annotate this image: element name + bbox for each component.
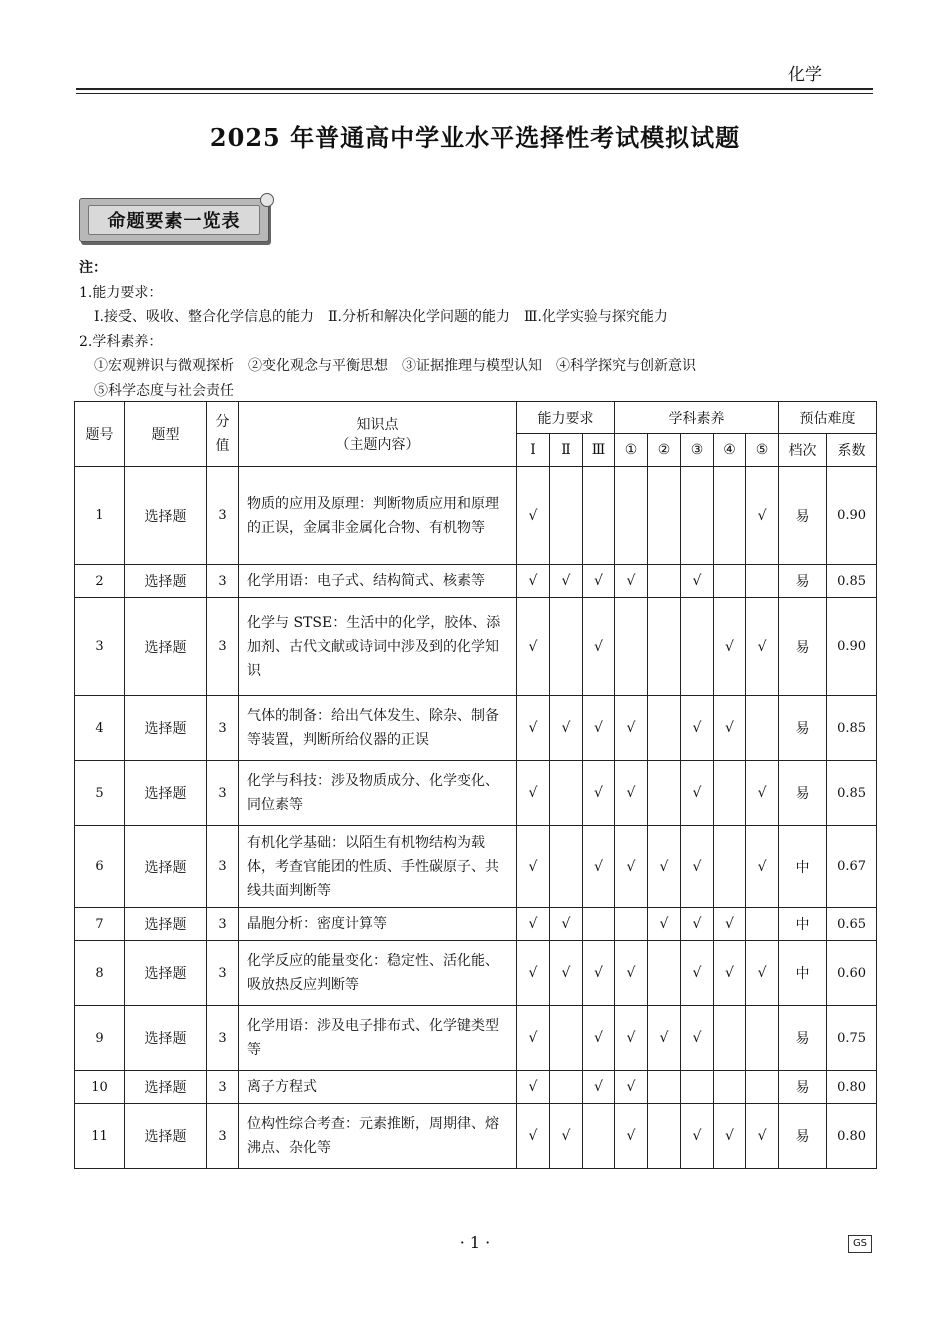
ability-check-cell	[550, 941, 583, 1006]
row-type: 选择题	[125, 598, 207, 696]
row-no: 1	[75, 467, 125, 565]
row-type: 选择题	[125, 761, 207, 826]
notes-item1-title: 1.能力要求：	[79, 284, 163, 301]
ability-check-cell	[517, 565, 550, 598]
literacy-check-cell	[615, 696, 648, 761]
notes-heading: 注：	[79, 260, 107, 276]
literacy-check-cell	[681, 908, 714, 941]
literacy-check-cell	[746, 1006, 779, 1071]
page-title: 2025 年普通高中学业水平选择性考试模拟试题	[209, 123, 741, 152]
row-score: 3	[207, 908, 239, 941]
page-number: · 1 ·	[459, 1233, 491, 1252]
check-mark-icon: √	[692, 858, 702, 875]
table-row	[75, 598, 877, 696]
ability-check-cell	[583, 696, 615, 761]
literacy-check-cell	[648, 1104, 681, 1169]
ability-check-cell	[583, 941, 615, 1006]
literacy-check-cell	[746, 941, 779, 1006]
row-knowledge: 化学用语：电子式、结构简式、核素等	[239, 565, 517, 598]
row-type: 选择题	[125, 565, 207, 598]
row-level: 易	[779, 761, 827, 826]
literacy-check-cell	[681, 565, 714, 598]
literacy-check-cell	[746, 1104, 779, 1169]
table-row	[75, 1006, 877, 1071]
section-banner-label: 命题要素一览表	[88, 205, 260, 235]
row-level: 中	[779, 941, 827, 1006]
row-knowledge: 物质的应用及原理：判断物质应用和原理的正误，金属非金属化合物、有机物等	[239, 467, 517, 565]
check-mark-icon: √	[757, 1128, 767, 1144]
header-knowledge-main: 知识点	[356, 417, 399, 433]
row-level: 中	[779, 826, 827, 908]
row-knowledge: 气体的制备：给出气体发生、除杂、制备等装置，判断所给仪器的正误	[239, 696, 517, 761]
literacy-check-cell	[681, 826, 714, 908]
check-mark-icon: √	[626, 858, 636, 875]
notes-item2-title: 2.学科素养：	[79, 333, 163, 350]
ability-check-cell	[517, 908, 550, 941]
header-rule-thick	[76, 88, 873, 90]
row-knowledge: 离子方程式	[239, 1071, 517, 1104]
literacy-check-cell	[681, 467, 714, 565]
literacy-check-cell	[714, 565, 746, 598]
check-mark-icon: √	[594, 1079, 603, 1095]
table-row	[75, 826, 877, 908]
literacy-check-cell	[681, 598, 714, 696]
literacy-check-cell	[615, 1006, 648, 1071]
check-mark-icon: √	[528, 1030, 538, 1046]
header-literacy-col: ⑤	[746, 434, 779, 467]
literacy-check-cell	[714, 761, 746, 826]
literacy-check-cell	[714, 1071, 746, 1104]
check-mark-icon: √	[594, 858, 603, 875]
ability-check-cell	[517, 1006, 550, 1071]
row-type: 选择题	[125, 1071, 207, 1104]
check-mark-icon: √	[692, 573, 702, 589]
check-mark-icon: √	[594, 573, 603, 589]
ability-check-cell	[550, 565, 583, 598]
literacy-check-cell	[615, 941, 648, 1006]
check-mark-icon: √	[528, 858, 538, 875]
literacy-check-cell	[714, 1006, 746, 1071]
row-knowledge: 晶胞分析：密度计算等	[239, 908, 517, 941]
row-level: 中	[779, 908, 827, 941]
header-literacy-col: ①	[615, 434, 648, 467]
row-coef: 0.65	[827, 908, 877, 941]
table-row	[75, 696, 877, 761]
row-level: 易	[779, 1104, 827, 1169]
literacy-check-cell	[714, 467, 746, 565]
row-knowledge: 化学与科技：涉及物质成分、化学变化、同位素等	[239, 761, 517, 826]
check-mark-icon: √	[528, 720, 538, 736]
ability-check-cell	[517, 467, 550, 565]
literacy-check-cell	[714, 826, 746, 908]
check-mark-icon: √	[594, 638, 603, 655]
check-mark-icon: √	[561, 720, 571, 736]
ability-check-cell	[583, 1006, 615, 1071]
check-mark-icon: √	[626, 785, 636, 801]
ability-check-cell	[517, 598, 550, 696]
check-mark-icon: √	[725, 720, 734, 736]
ability-check-cell	[583, 1104, 615, 1169]
header-score: 分值	[207, 402, 239, 467]
ability-check-cell	[583, 598, 615, 696]
row-knowledge: 化学用语：涉及电子排布式、化学键类型等	[239, 1006, 517, 1071]
check-mark-icon: √	[528, 1128, 538, 1144]
ability-check-cell	[517, 1071, 550, 1104]
header-no: 题号	[75, 402, 125, 467]
literacy-check-cell	[746, 598, 779, 696]
row-type: 选择题	[125, 467, 207, 565]
ability-check-cell	[517, 1104, 550, 1169]
subject-label: 化学	[788, 65, 822, 85]
notes-block	[79, 256, 696, 403]
literacy-check-cell	[681, 696, 714, 761]
header-type: 题型	[125, 402, 207, 467]
row-type: 选择题	[125, 826, 207, 908]
literacy-check-cell	[648, 1006, 681, 1071]
row-level: 易	[779, 467, 827, 565]
row-knowledge: 化学与 STSE：生活中的化学，胶体、添加剂、古代文献或诗词中涉及到的化学知识	[239, 598, 517, 696]
check-mark-icon: √	[561, 1128, 571, 1144]
check-mark-icon: √	[757, 965, 767, 981]
header-ability: 能力要求	[517, 402, 615, 434]
literacy-check-cell	[648, 467, 681, 565]
ability-check-cell	[550, 1006, 583, 1071]
literacy-check-cell	[746, 565, 779, 598]
row-no: 8	[75, 941, 125, 1006]
literacy-check-cell	[714, 598, 746, 696]
check-mark-icon: √	[692, 965, 702, 981]
literacy-check-cell	[681, 1071, 714, 1104]
header-rule-thin	[76, 93, 873, 94]
row-score: 3	[207, 467, 239, 565]
check-mark-icon: √	[659, 1030, 669, 1046]
header-difficulty: 预估难度	[779, 402, 877, 434]
check-mark-icon: √	[594, 965, 603, 981]
ability-check-cell	[583, 565, 615, 598]
row-level: 易	[779, 565, 827, 598]
row-no: 11	[75, 1104, 125, 1169]
row-coef: 0.80	[827, 1104, 877, 1169]
row-score: 3	[207, 826, 239, 908]
literacy-check-cell	[615, 598, 648, 696]
ability-check-cell	[550, 696, 583, 761]
row-score: 3	[207, 1006, 239, 1071]
literacy-check-cell	[746, 761, 779, 826]
row-type: 选择题	[125, 1006, 207, 1071]
literacy-check-cell	[714, 908, 746, 941]
row-coef: 0.67	[827, 826, 877, 908]
literacy-check-cell	[746, 467, 779, 565]
ability-check-cell	[517, 696, 550, 761]
check-mark-icon: √	[757, 507, 767, 524]
row-score: 3	[207, 941, 239, 1006]
table-row	[75, 941, 877, 1006]
literacy-check-cell	[648, 598, 681, 696]
row-coef: 0.85	[827, 696, 877, 761]
row-level: 易	[779, 1006, 827, 1071]
row-knowledge: 位构性综合考查：元素推断，周期律、熔沸点、杂化等	[239, 1104, 517, 1169]
check-mark-icon: √	[561, 965, 571, 981]
literacy-check-cell	[714, 941, 746, 1006]
literacy-check-cell	[648, 696, 681, 761]
table-row	[75, 1071, 877, 1104]
scroll-curl-icon	[260, 193, 274, 207]
table-row	[75, 467, 877, 565]
header-knowledge-sub: （主题内容）	[335, 437, 420, 453]
row-score: 3	[207, 696, 239, 761]
literacy-check-cell	[615, 467, 648, 565]
header-coef: 系数	[827, 434, 877, 467]
literacy-check-cell	[714, 696, 746, 761]
check-mark-icon: √	[725, 638, 734, 655]
ability-check-cell	[583, 761, 615, 826]
header-literacy: 学科素养	[615, 402, 779, 434]
row-score: 3	[207, 761, 239, 826]
header-literacy-col: ④	[714, 434, 746, 467]
literacy-check-cell	[681, 1104, 714, 1169]
ability-check-cell	[550, 1071, 583, 1104]
check-mark-icon: √	[528, 965, 538, 981]
literacy-check-cell	[615, 826, 648, 908]
check-mark-icon: √	[626, 720, 636, 736]
row-type: 选择题	[125, 1104, 207, 1169]
ability-check-cell	[550, 1104, 583, 1169]
literacy-check-cell	[648, 908, 681, 941]
check-mark-icon: √	[725, 965, 734, 981]
ability-check-cell	[583, 826, 615, 908]
row-coef: 0.90	[827, 467, 877, 565]
row-knowledge: 有机化学基础：以陌生有机物结构为载体，考查官能团的性质、手性碳原子、共线共面判断等	[239, 826, 517, 908]
ability-check-cell	[583, 908, 615, 941]
row-type: 选择题	[125, 941, 207, 1006]
row-score: 3	[207, 598, 239, 696]
literacy-check-cell	[615, 1104, 648, 1169]
check-mark-icon: √	[594, 720, 603, 736]
check-mark-icon: √	[561, 573, 571, 589]
check-mark-icon: √	[757, 638, 767, 655]
row-coef: 0.75	[827, 1006, 877, 1071]
check-mark-icon: √	[528, 507, 538, 524]
ability-check-cell	[550, 598, 583, 696]
literacy-check-cell	[746, 826, 779, 908]
ability-check-cell	[550, 761, 583, 826]
elements-table	[74, 401, 877, 1169]
row-no: 6	[75, 826, 125, 908]
row-no: 10	[75, 1071, 125, 1104]
literacy-check-cell	[648, 941, 681, 1006]
check-mark-icon: √	[528, 573, 538, 589]
code-badge: GS	[848, 1235, 872, 1253]
row-no: 7	[75, 908, 125, 941]
check-mark-icon: √	[626, 573, 636, 589]
row-no: 4	[75, 696, 125, 761]
check-mark-icon: √	[659, 916, 669, 932]
table-body	[75, 467, 877, 1169]
check-mark-icon: √	[692, 916, 702, 932]
check-mark-icon: √	[594, 785, 603, 801]
row-no: 3	[75, 598, 125, 696]
check-mark-icon: √	[528, 638, 538, 655]
ability-check-cell	[550, 908, 583, 941]
notes-item2-line1: ①宏观辨识与微观探析 ②变化观念与平衡思想 ③证据推理与模型认知 ④科学探究与创新意识	[94, 358, 696, 374]
check-mark-icon: √	[561, 916, 571, 932]
check-mark-icon: √	[594, 1030, 603, 1046]
literacy-check-cell	[648, 565, 681, 598]
check-mark-icon: √	[528, 785, 538, 801]
literacy-check-cell	[681, 1006, 714, 1071]
literacy-check-cell	[648, 826, 681, 908]
row-coef: 0.80	[827, 1071, 877, 1104]
row-level: 易	[779, 696, 827, 761]
literacy-check-cell	[615, 1071, 648, 1104]
literacy-check-cell	[746, 908, 779, 941]
table-row	[75, 565, 877, 598]
row-score: 3	[207, 565, 239, 598]
ability-check-cell	[550, 826, 583, 908]
check-mark-icon: √	[626, 1030, 636, 1046]
literacy-check-cell	[615, 565, 648, 598]
ability-check-cell	[583, 1071, 615, 1104]
table-row	[75, 908, 877, 941]
header-literacy-col: ③	[681, 434, 714, 467]
row-no: 2	[75, 565, 125, 598]
row-coef: 0.90	[827, 598, 877, 696]
section-banner	[79, 198, 269, 242]
notes-item2-line2: ⑤科学态度与社会责任	[94, 382, 234, 399]
literacy-check-cell	[648, 1071, 681, 1104]
literacy-check-cell	[714, 1104, 746, 1169]
literacy-check-cell	[746, 696, 779, 761]
header-literacy-col: ②	[648, 434, 681, 467]
ability-check-cell	[517, 941, 550, 1006]
notes-item1-content: Ⅰ.接受、吸收、整合化学信息的能力 Ⅱ.分析和解决化学问题的能力 Ⅲ.化学实验与探究能力	[94, 309, 668, 325]
literacy-check-cell	[746, 1071, 779, 1104]
check-mark-icon: √	[757, 858, 767, 875]
ability-check-cell	[583, 467, 615, 565]
row-level: 易	[779, 1071, 827, 1104]
row-type: 选择题	[125, 908, 207, 941]
check-mark-icon: √	[626, 1128, 636, 1144]
check-mark-icon: √	[757, 785, 767, 801]
row-type: 选择题	[125, 696, 207, 761]
check-mark-icon: √	[626, 1079, 636, 1095]
header-ability-col: Ⅱ	[550, 434, 583, 467]
ability-check-cell	[517, 761, 550, 826]
row-knowledge: 化学反应的能量变化：稳定性、活化能、吸放热反应判断等	[239, 941, 517, 1006]
table-row	[75, 1104, 877, 1169]
literacy-check-cell	[615, 761, 648, 826]
check-mark-icon: √	[725, 1128, 734, 1144]
literacy-check-cell	[681, 941, 714, 1006]
literacy-check-cell	[615, 908, 648, 941]
row-score: 3	[207, 1071, 239, 1104]
literacy-check-cell	[648, 761, 681, 826]
header-level: 档次	[779, 434, 827, 467]
ability-check-cell	[517, 826, 550, 908]
check-mark-icon: √	[725, 916, 734, 932]
check-mark-icon: √	[659, 858, 669, 875]
header-ability-col: Ⅲ	[583, 434, 615, 467]
check-mark-icon: √	[692, 720, 702, 736]
row-coef: 0.85	[827, 761, 877, 826]
header-ability-col: Ⅰ	[517, 434, 550, 467]
ability-check-cell	[550, 467, 583, 565]
check-mark-icon: √	[528, 916, 538, 932]
row-no: 5	[75, 761, 125, 826]
check-mark-icon: √	[626, 965, 636, 981]
check-mark-icon: √	[692, 1030, 702, 1046]
check-mark-icon: √	[692, 1128, 702, 1144]
header-knowledge	[239, 402, 517, 467]
row-coef: 0.60	[827, 941, 877, 1006]
check-mark-icon: √	[692, 785, 702, 801]
row-score: 3	[207, 1104, 239, 1169]
row-no: 9	[75, 1006, 125, 1071]
literacy-check-cell	[681, 761, 714, 826]
check-mark-icon: √	[528, 1079, 538, 1095]
row-level: 易	[779, 598, 827, 696]
table-row	[75, 761, 877, 826]
row-coef: 0.85	[827, 565, 877, 598]
